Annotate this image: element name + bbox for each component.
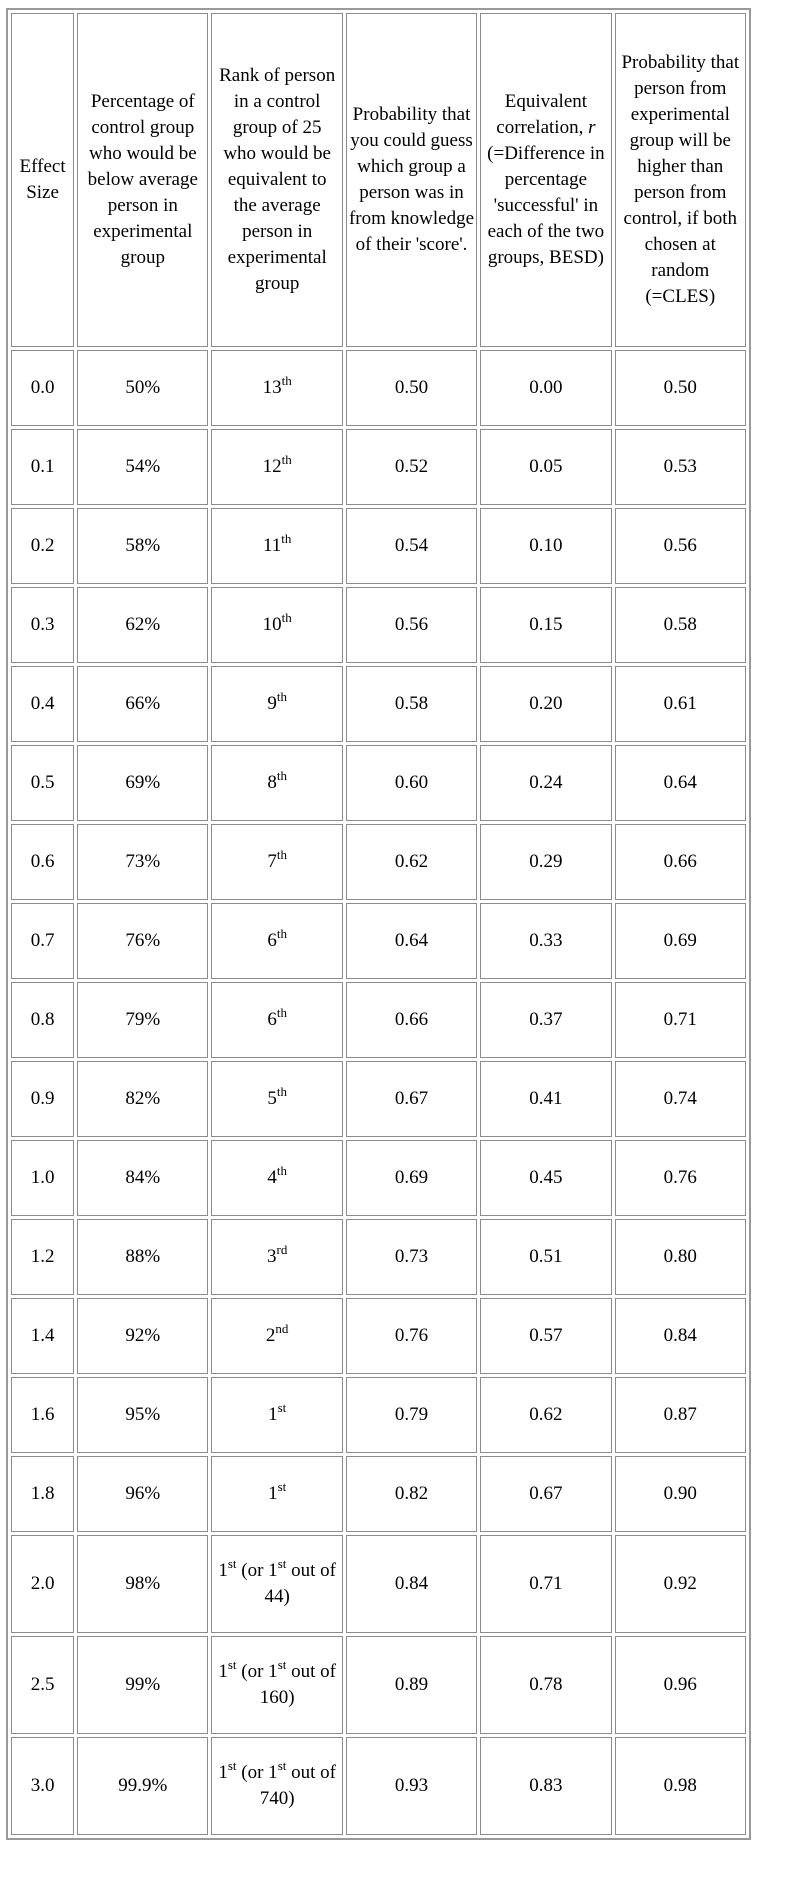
cell-percentage: 92% xyxy=(77,1298,208,1374)
cell-effect-size: 1.4 xyxy=(11,1298,74,1374)
table-row xyxy=(11,745,746,821)
rank-suffix: st xyxy=(277,1399,287,1415)
cell-correlation: 0.29 xyxy=(480,824,611,900)
cell-percentage: 99.9% xyxy=(77,1737,208,1835)
cell-probability: 0.73 xyxy=(346,1219,477,1295)
rank-number: 7 xyxy=(267,851,277,872)
cell-probability: 0.64 xyxy=(346,903,477,979)
rank-alt-suffix: st xyxy=(277,1555,287,1571)
cell-correlation: 0.05 xyxy=(480,429,611,505)
table-row xyxy=(11,1737,746,1835)
rank-suffix: th xyxy=(281,530,292,546)
table-row xyxy=(11,1298,746,1374)
cell-percentage: 62% xyxy=(77,587,208,663)
rank-suffix: nd xyxy=(275,1320,289,1336)
cell-correlation: 0.51 xyxy=(480,1219,611,1295)
cell-probability: 0.69 xyxy=(346,1140,477,1216)
cell-effect-size: 0.8 xyxy=(11,982,74,1058)
rank-suffix: th xyxy=(276,925,287,941)
cell-percentage: 88% xyxy=(77,1219,208,1295)
table-row xyxy=(11,903,746,979)
cell-probability: 0.54 xyxy=(346,508,477,584)
header-effect-size: Effect Size xyxy=(11,13,74,347)
table-row xyxy=(11,1061,746,1137)
rank-suffix: st xyxy=(277,1478,287,1494)
cell-probability: 0.62 xyxy=(346,824,477,900)
rank-alt-suffix: st xyxy=(277,1656,287,1672)
header-percentage-below: Percentage of control group who would be below average person in experimental group xyxy=(77,13,208,347)
cell-effect-size: 2.5 xyxy=(11,1636,74,1734)
rank-suffix: st xyxy=(227,1555,237,1571)
cell-cles: 0.69 xyxy=(615,903,746,979)
rank-suffix: th xyxy=(276,1083,287,1099)
cell-rank xyxy=(211,903,342,979)
cell-percentage: 99% xyxy=(77,1636,208,1734)
cell-cles: 0.61 xyxy=(615,666,746,742)
cell-cles: 0.76 xyxy=(615,1140,746,1216)
cell-cles: 0.92 xyxy=(615,1535,746,1633)
cell-effect-size: 0.5 xyxy=(11,745,74,821)
cell-effect-size: 1.0 xyxy=(11,1140,74,1216)
effect-size-table xyxy=(6,8,751,1840)
cell-rank xyxy=(211,982,342,1058)
cell-cles: 0.87 xyxy=(615,1377,746,1453)
rank-suffix: th xyxy=(276,767,287,783)
header-probability-guess: Probability that you could guess which group a person was in from knowledge of their 'score'. xyxy=(346,13,477,347)
cell-cles: 0.84 xyxy=(615,1298,746,1374)
rank-number: 1 xyxy=(268,1483,278,1504)
cell-correlation: 0.45 xyxy=(480,1140,611,1216)
table-row xyxy=(11,982,746,1058)
rank-number: 1 xyxy=(268,1404,278,1425)
cell-rank xyxy=(211,745,342,821)
cell-correlation: 0.00 xyxy=(480,350,611,426)
cell-correlation: 0.57 xyxy=(480,1298,611,1374)
rank-alt-suffix: st xyxy=(277,1757,287,1773)
rank-suffix: th xyxy=(276,1162,287,1178)
cell-probability: 0.50 xyxy=(346,350,477,426)
rank-number: 11 xyxy=(262,535,282,556)
cell-cles: 0.50 xyxy=(615,350,746,426)
cell-probability: 0.66 xyxy=(346,982,477,1058)
cell-percentage: 76% xyxy=(77,903,208,979)
cell-rank xyxy=(211,1535,342,1633)
cell-percentage: 82% xyxy=(77,1061,208,1137)
rank-number: 1 xyxy=(218,1661,228,1682)
table-row xyxy=(11,1140,746,1216)
table-row xyxy=(11,508,746,584)
table-row xyxy=(11,1377,746,1453)
cell-rank xyxy=(211,666,342,742)
rank-alt-prefix: (or 1 xyxy=(236,1661,278,1682)
cell-percentage: 96% xyxy=(77,1456,208,1532)
rank-number: 9 xyxy=(267,693,277,714)
rank-number: 1 xyxy=(218,1560,228,1581)
rank-suffix: st xyxy=(227,1656,237,1672)
cell-correlation: 0.83 xyxy=(480,1737,611,1835)
cell-percentage: 50% xyxy=(77,350,208,426)
table-row xyxy=(11,429,746,505)
cell-effect-size: 0.6 xyxy=(11,824,74,900)
rank-suffix: th xyxy=(276,1004,287,1020)
rank-number: 4 xyxy=(267,1167,277,1188)
header-rank: Rank of person in a control group of 25 who would be equivalent to the average person in experimental group xyxy=(211,13,342,347)
cell-rank xyxy=(211,1636,342,1734)
rank-suffix: th xyxy=(276,688,287,704)
table-row xyxy=(11,350,746,426)
cell-rank xyxy=(211,429,342,505)
rank-alt-out-of: out of 160) xyxy=(259,1661,336,1708)
cell-effect-size: 0.1 xyxy=(11,429,74,505)
cell-rank xyxy=(211,1298,342,1374)
rank-alt-prefix: (or 1 xyxy=(236,1560,278,1581)
cell-effect-size: 1.8 xyxy=(11,1456,74,1532)
cell-correlation: 0.20 xyxy=(480,666,611,742)
rank-suffix: st xyxy=(227,1757,237,1773)
table-row xyxy=(11,1219,746,1295)
cell-percentage: 58% xyxy=(77,508,208,584)
cell-rank xyxy=(211,508,342,584)
cell-correlation: 0.37 xyxy=(480,982,611,1058)
table-row xyxy=(11,824,746,900)
cell-cles: 0.56 xyxy=(615,508,746,584)
cell-rank xyxy=(211,824,342,900)
rank-number: 10 xyxy=(262,614,282,635)
cell-probability: 0.76 xyxy=(346,1298,477,1374)
cell-probability: 0.79 xyxy=(346,1377,477,1453)
rank-suffix: th xyxy=(276,846,287,862)
rank-number: 12 xyxy=(262,456,282,477)
cell-probability: 0.89 xyxy=(346,1636,477,1734)
rank-number: 13 xyxy=(262,377,282,398)
rank-alt-prefix: (or 1 xyxy=(236,1762,278,1783)
rank-alt-out-of: out of 740) xyxy=(259,1762,336,1809)
cell-correlation: 0.41 xyxy=(480,1061,611,1137)
cell-probability: 0.84 xyxy=(346,1535,477,1633)
cell-rank xyxy=(211,350,342,426)
cell-percentage: 54% xyxy=(77,429,208,505)
cell-probability: 0.93 xyxy=(346,1737,477,1835)
cell-cles: 0.71 xyxy=(615,982,746,1058)
cell-correlation: 0.62 xyxy=(480,1377,611,1453)
cell-probability: 0.60 xyxy=(346,745,477,821)
rank-suffix: rd xyxy=(276,1241,288,1257)
header-equivalent-correlation: Equivalent correlation, r (=Difference in percentage 'successful' in each of the two groups, BESD) xyxy=(480,13,611,347)
rank-suffix: th xyxy=(281,609,292,625)
cell-percentage: 98% xyxy=(77,1535,208,1633)
cell-effect-size: 1.6 xyxy=(11,1377,74,1453)
cell-rank xyxy=(211,1219,342,1295)
cell-percentage: 79% xyxy=(77,982,208,1058)
cell-probability: 0.52 xyxy=(346,429,477,505)
cell-cles: 0.96 xyxy=(615,1636,746,1734)
cell-probability: 0.56 xyxy=(346,587,477,663)
header-cles: Probability that person from experimental group will be higher than person from control, if both chosen at random (=CLES) xyxy=(615,13,746,347)
cell-cles: 0.66 xyxy=(615,824,746,900)
cell-percentage: 66% xyxy=(77,666,208,742)
rank-number: 8 xyxy=(267,772,277,793)
cell-cles: 0.53 xyxy=(615,429,746,505)
cell-rank xyxy=(211,1737,342,1835)
cell-percentage: 84% xyxy=(77,1140,208,1216)
cell-correlation: 0.10 xyxy=(480,508,611,584)
cell-effect-size: 2.0 xyxy=(11,1535,74,1633)
table-row xyxy=(11,666,746,742)
cell-rank xyxy=(211,1377,342,1453)
cell-percentage: 73% xyxy=(77,824,208,900)
cell-rank xyxy=(211,1140,342,1216)
cell-correlation: 0.24 xyxy=(480,745,611,821)
rank-number: 3 xyxy=(266,1246,277,1267)
cell-effect-size: 1.2 xyxy=(11,1219,74,1295)
rank-number: 6 xyxy=(267,930,277,951)
cell-cles: 0.98 xyxy=(615,1737,746,1835)
cell-correlation: 0.67 xyxy=(480,1456,611,1532)
cell-probability: 0.67 xyxy=(346,1061,477,1137)
cell-rank xyxy=(211,1456,342,1532)
cell-percentage: 69% xyxy=(77,745,208,821)
rank-suffix: th xyxy=(281,372,292,388)
cell-percentage: 95% xyxy=(77,1377,208,1453)
cell-probability: 0.82 xyxy=(346,1456,477,1532)
cell-effect-size: 0.7 xyxy=(11,903,74,979)
table-row xyxy=(11,1456,746,1532)
r-symbol: r xyxy=(588,117,596,138)
cell-effect-size: 0.0 xyxy=(11,350,74,426)
table-row xyxy=(11,587,746,663)
rank-number: 2 xyxy=(265,1325,276,1346)
cell-cles: 0.80 xyxy=(615,1219,746,1295)
cell-effect-size: 3.0 xyxy=(11,1737,74,1835)
cell-cles: 0.74 xyxy=(615,1061,746,1137)
cell-correlation: 0.78 xyxy=(480,1636,611,1734)
cell-effect-size: 0.9 xyxy=(11,1061,74,1137)
header-row xyxy=(11,13,746,347)
cell-rank xyxy=(211,587,342,663)
rank-number: 5 xyxy=(267,1088,277,1109)
cell-cles: 0.90 xyxy=(615,1456,746,1532)
cell-cles: 0.58 xyxy=(615,587,746,663)
rank-number: 6 xyxy=(267,1009,277,1030)
cell-effect-size: 0.2 xyxy=(11,508,74,584)
rank-number: 1 xyxy=(218,1762,228,1783)
cell-probability: 0.58 xyxy=(346,666,477,742)
table-row xyxy=(11,1636,746,1734)
cell-correlation: 0.15 xyxy=(480,587,611,663)
cell-effect-size: 0.3 xyxy=(11,587,74,663)
table-row xyxy=(11,1535,746,1633)
cell-correlation: 0.71 xyxy=(480,1535,611,1633)
cell-rank xyxy=(211,1061,342,1137)
cell-cles: 0.64 xyxy=(615,745,746,821)
rank-alt-out-of: out of 44) xyxy=(264,1560,336,1607)
rank-suffix: th xyxy=(281,451,292,467)
cell-correlation: 0.33 xyxy=(480,903,611,979)
cell-effect-size: 0.4 xyxy=(11,666,74,742)
